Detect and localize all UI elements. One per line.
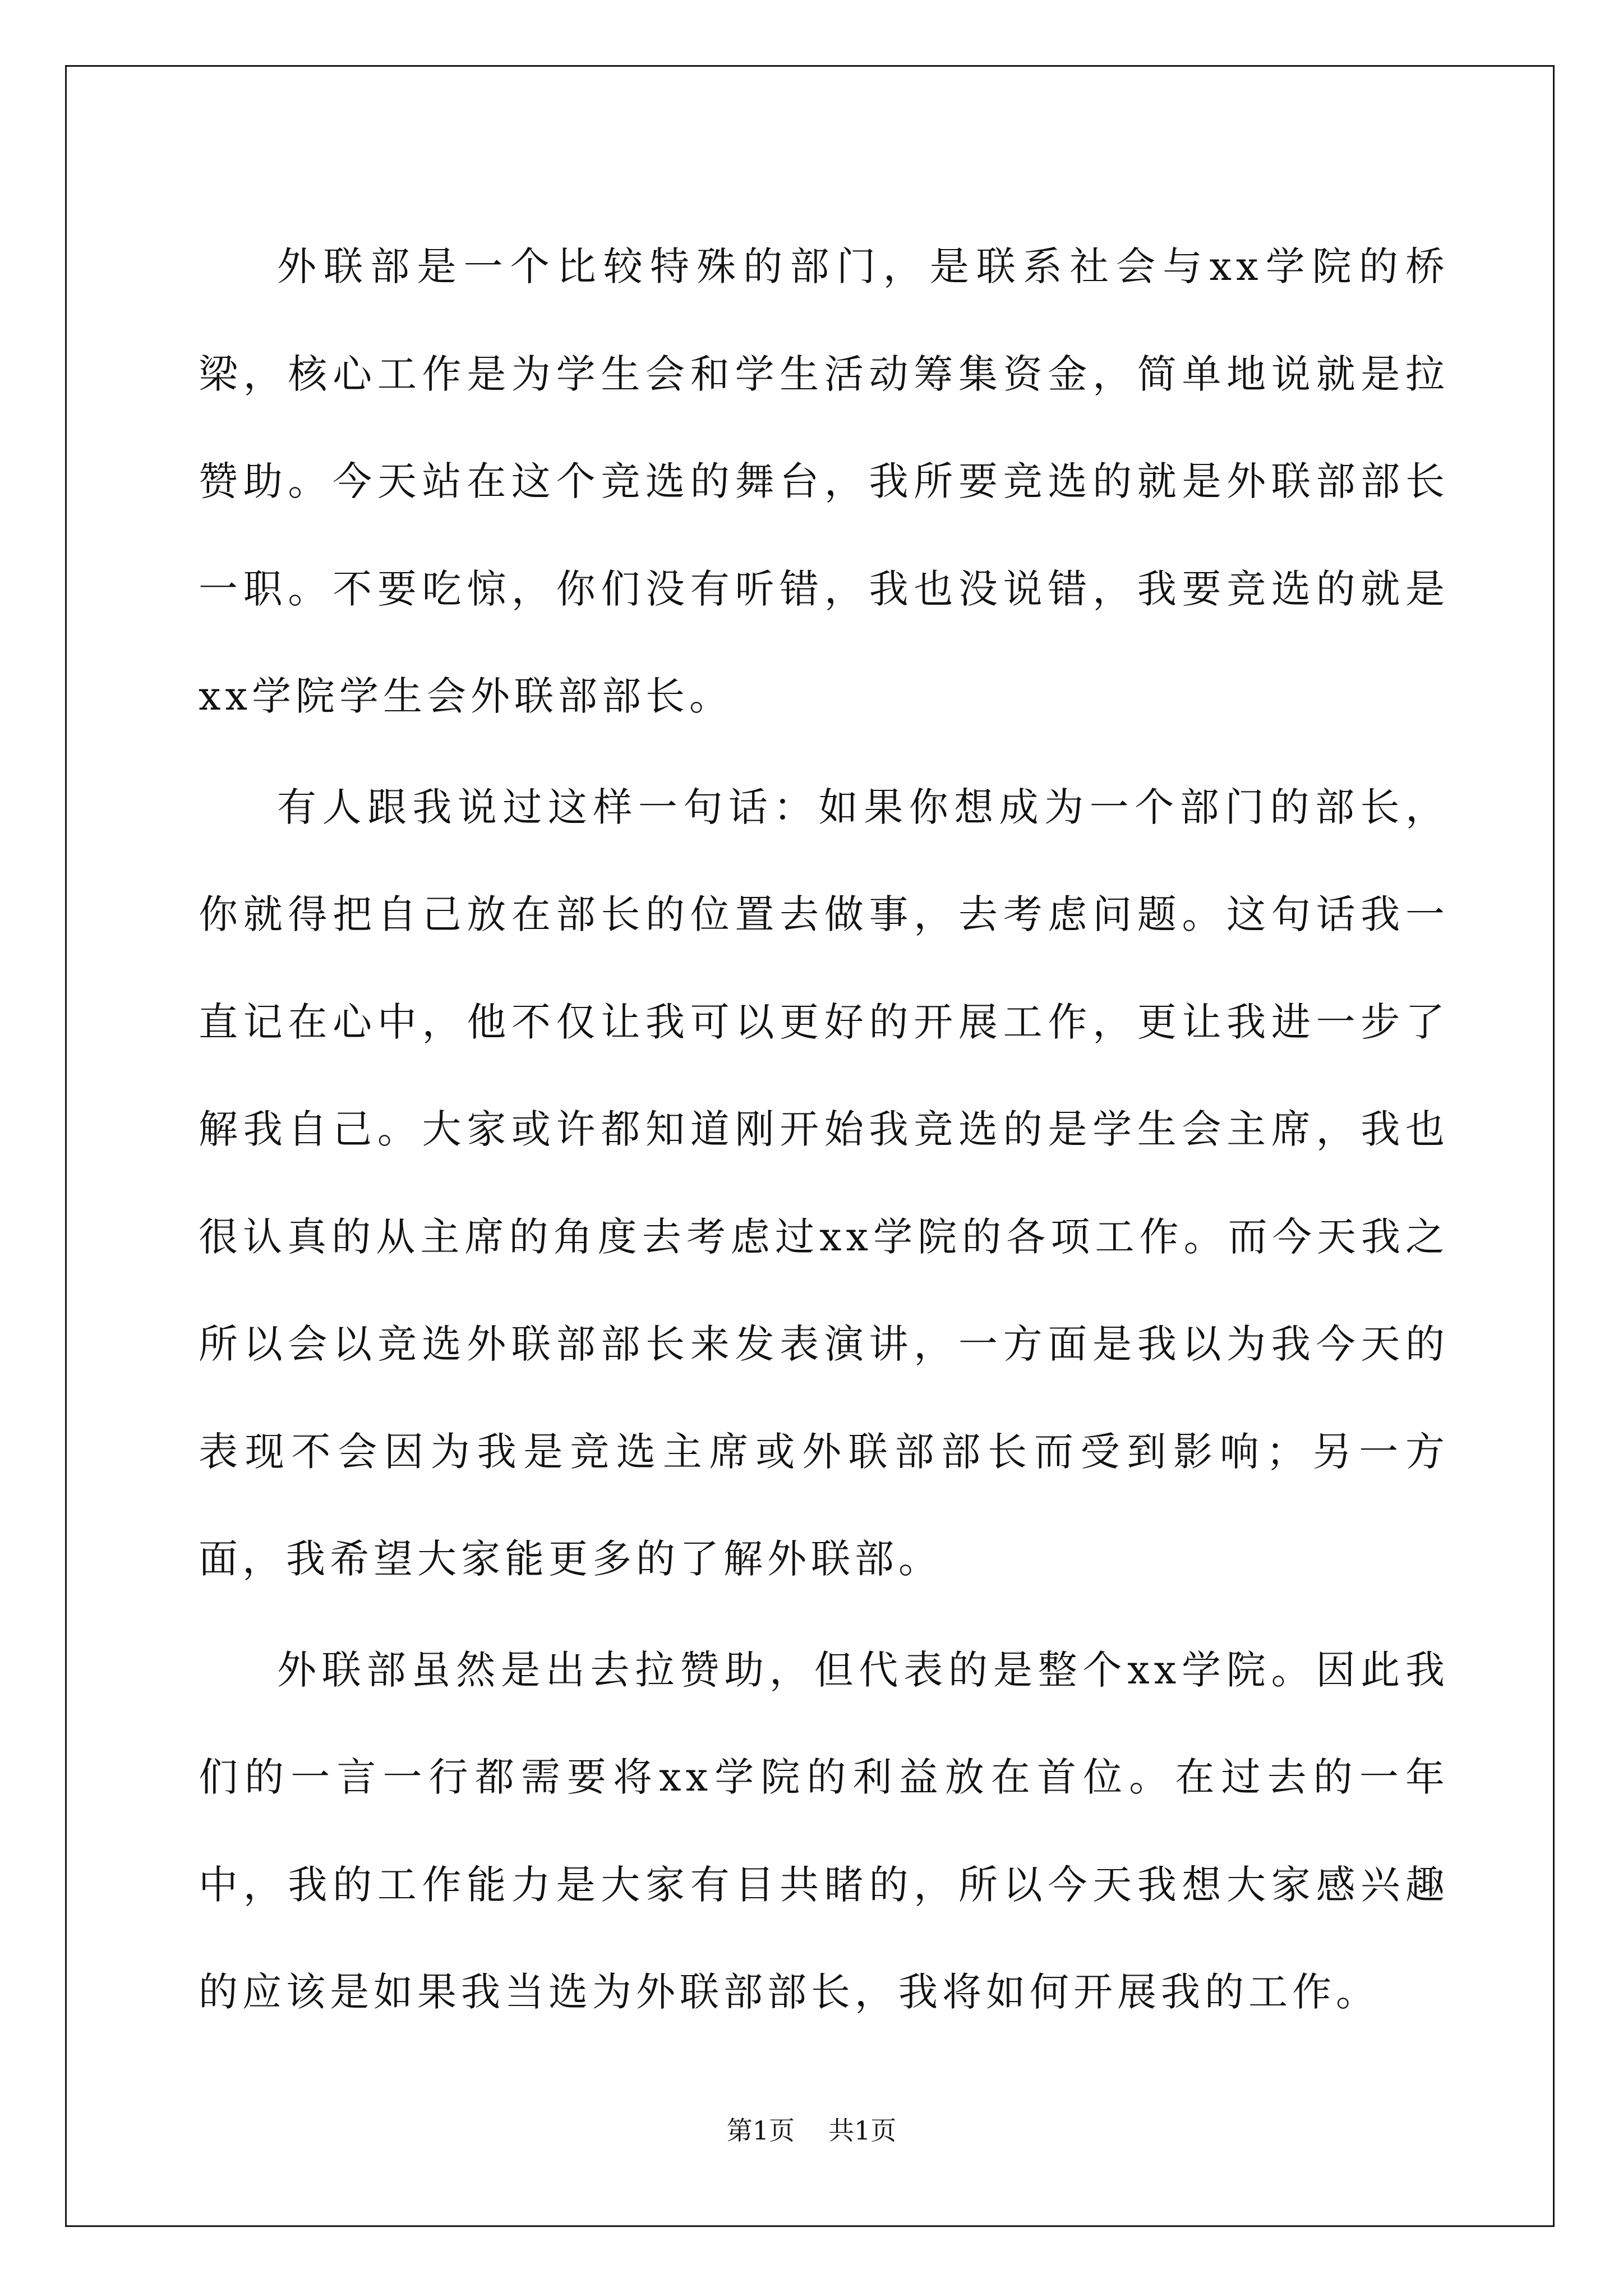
paragraph: 外联部是一个比较特殊的部门，是联系社会与xx学院的桥梁，核心工作是为学生会和学生活动筹集资金，简单地说就是拉赞助。今天站在这个竞选的舞台，我所要竞选的就是外联部部长一职。不要吃惊，你们没有听错，我也没说错，我要竞选的就是xx学院学生会外联部部长。 bbox=[199, 243, 1449, 719]
document-body bbox=[199, 213, 1449, 2050]
page-footer bbox=[0, 2114, 1623, 2147]
paragraph: 外联部虽然是出去拉赞助，但代表的是整个xx学院。因此我们的一言一行都需要将xx学院的利益放在首位。在过去的一年中，我的工作能力是大家有目共睹的，所以今天我想大家感兴趣的应该是如果我当选为外联部部长，我将如何开展我的工作。 bbox=[199, 1646, 1449, 2015]
page-total: 共1页 bbox=[828, 2115, 897, 2146]
page-number: 第1页 bbox=[726, 2115, 795, 2146]
paragraph: 有人跟我说过这样一句话：如果你想成为一个部门的部长，你就得把自己放在部长的位置去做事，去考虑问题。这句话我一直记在心中，他不仅让我可以更好的开展工作，更让我进一步了解我自己。大家或许都知道刚开始我竞选的是学生会主席，我也很认真的从主席的角度去考虑过xx学院的各项工作。而今天我之所以会以竞选外联部部长来发表演讲，一方面是我以为我今天的表现不会因为我是竞选主席或外联部部长而受到影响；另一方面，我希望大家能更多的了解外联部。 bbox=[199, 784, 1449, 1582]
